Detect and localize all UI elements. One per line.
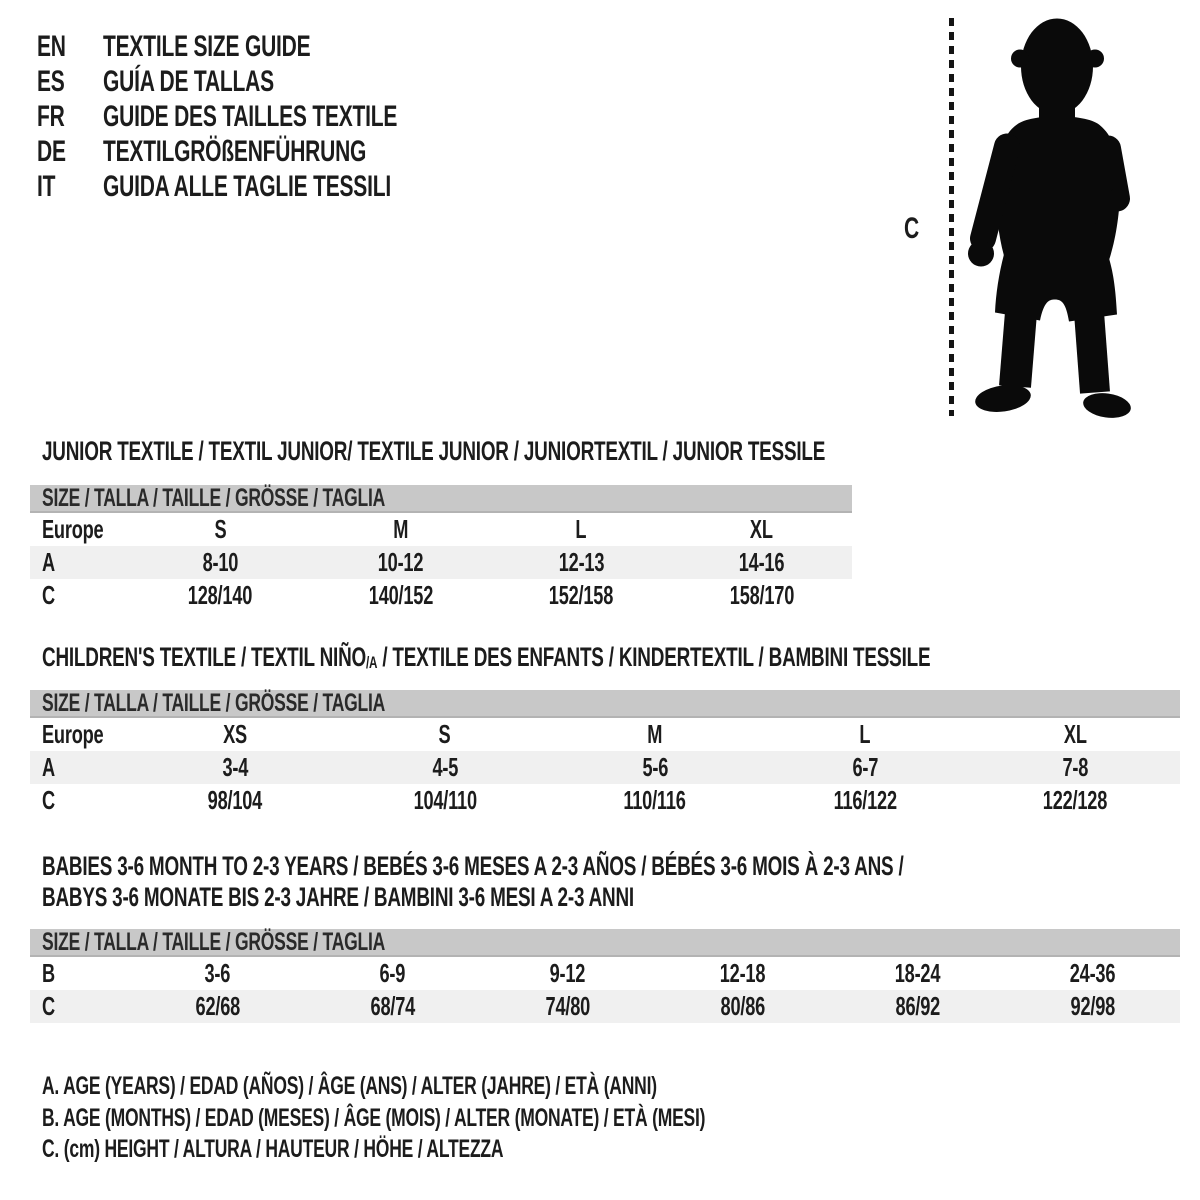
guide-title-de: TEXTILGRÖßENFÜHRUNG	[103, 135, 367, 168]
value-cell	[491, 546, 672, 579]
babies-title-line2-wrap	[42, 882, 1200, 913]
size-cell	[130, 513, 311, 546]
table-row-height-cm	[30, 784, 1180, 817]
language-code: DE	[37, 135, 66, 168]
table-row-age-months	[30, 957, 1180, 990]
size-header-text: SIZE / TALLA / TAILLE / GRÖSSE / TAGLIA	[42, 484, 386, 512]
language-code: EN	[37, 30, 66, 63]
value-cell	[655, 990, 830, 1023]
value-cell	[130, 579, 311, 612]
value-cell-text: 3-6	[204, 958, 231, 988]
value-cell	[130, 957, 305, 990]
value-cell	[550, 784, 760, 817]
row-label	[30, 751, 130, 784]
value-cell	[480, 990, 655, 1023]
row-label	[30, 579, 130, 612]
language-code: ES	[37, 65, 65, 98]
value-cell-text: 140/152	[368, 580, 433, 610]
children-title-text	[42, 642, 930, 678]
value-cell-text: 158/170	[729, 580, 794, 610]
value-cell	[830, 957, 1005, 990]
size-cell	[491, 513, 672, 546]
babies-title-line1: BABIES 3-6 MONTH TO 2-3 YEARS / BEBÉS 3-6 MESES A 2-3 AÑOS / BÉBÉS 3-6 MOIS À 2-3 ANS /	[42, 851, 904, 881]
value-cell	[1005, 990, 1180, 1023]
value-cell-text: 152/158	[549, 580, 614, 610]
size-header-bar	[30, 929, 1180, 957]
table-row-europe	[30, 718, 1180, 751]
size-cell-text: XL	[750, 514, 774, 544]
size-header-bar	[30, 485, 852, 513]
language-code: FR	[37, 100, 65, 133]
legend-line-a-text: A. AGE (YEARS) / EDAD (AÑOS) / ÂGE (ANS) / ALTER (JAHRE) / ETÀ (ANNI)	[42, 1072, 657, 1100]
children-title-sub: /A	[366, 653, 378, 672]
value-cell	[655, 957, 830, 990]
size-cell	[130, 718, 340, 751]
value-cell	[760, 751, 970, 784]
measurement-legend	[42, 1071, 990, 1166]
value-cell-text: 4-5	[432, 752, 458, 782]
value-cell-text: 12-18	[719, 958, 766, 988]
guide-title-fr: GUIDE DES TAILLES TEXTILE	[103, 100, 398, 133]
size-cell-text: S	[214, 514, 227, 544]
value-cell-text: 92/98	[1070, 991, 1115, 1021]
size-cell	[550, 718, 760, 751]
value-cell-text: 3-4	[222, 752, 248, 782]
legend-line-c	[42, 1134, 990, 1166]
value-cell	[305, 957, 480, 990]
value-cell-text: 5-6	[642, 752, 668, 782]
size-cell	[672, 513, 853, 546]
guide-title-es: GUÍA DE TALLAS	[103, 65, 274, 98]
row-label-text: C	[42, 580, 55, 610]
legend-line-b	[42, 1103, 990, 1135]
value-cell	[550, 751, 760, 784]
language-title-list	[37, 29, 523, 204]
value-cell-text: 6-7	[852, 752, 878, 782]
guide-title-it: GUIDA ALLE TAGLIE TESSILI	[103, 170, 391, 203]
row-label-text: Europe	[42, 719, 104, 749]
value-cell-text: 62/68	[195, 991, 240, 1021]
value-cell	[970, 751, 1180, 784]
size-header-bar	[30, 690, 1180, 718]
value-cell	[311, 579, 492, 612]
size-cell	[311, 513, 492, 546]
row-label-text: B	[42, 958, 55, 988]
value-cell-text: 18-24	[894, 958, 941, 988]
size-cell-text: S	[439, 719, 451, 749]
babies-title-line1-wrap	[42, 851, 1200, 882]
value-cell	[311, 546, 492, 579]
row-label	[30, 546, 130, 579]
table-row-age-years	[30, 751, 1180, 784]
value-cell-text: 68/74	[370, 991, 415, 1021]
babies-section-title	[42, 851, 1200, 913]
value-cell	[130, 784, 340, 817]
height-measure-label	[904, 212, 925, 246]
row-label	[30, 718, 130, 751]
value-cell	[830, 990, 1005, 1023]
row-label	[30, 957, 130, 990]
value-cell-text: 116/122	[833, 785, 897, 815]
children-size-table	[30, 690, 1180, 817]
language-row-es	[37, 64, 523, 99]
children-section-title	[42, 642, 1200, 678]
value-cell	[305, 990, 480, 1023]
size-header-text: SIZE / TALLA / TAILLE / GRÖSSE / TAGLIA	[42, 928, 386, 956]
legend-line-a	[42, 1071, 990, 1103]
value-cell-text: 7-8	[1062, 752, 1088, 782]
size-cell	[760, 718, 970, 751]
value-cell-text: 86/92	[895, 991, 940, 1021]
size-header-text: SIZE / TALLA / TAILLE / GRÖSSE / TAGLIA	[42, 689, 386, 717]
value-cell-text: 104/110	[413, 785, 477, 815]
value-cell-text: 12-13	[558, 547, 604, 577]
value-cell	[970, 784, 1180, 817]
toddler-silhouette-icon	[965, 14, 1135, 420]
row-label-text: Europe	[42, 514, 104, 544]
value-cell-text: 80/86	[720, 991, 765, 1021]
junior-title-text: JUNIOR TEXTILE / TEXTIL JUNIOR/ TEXTILE JUNIOR / JUNIORTEXTIL / JUNIOR TESSILE	[42, 436, 826, 466]
size-cell-text: XS	[223, 719, 247, 749]
size-cell	[340, 718, 550, 751]
value-cell-text: 110/116	[623, 785, 687, 815]
value-cell-text: 6-9	[379, 958, 406, 988]
value-cell-text: 122/128	[1042, 785, 1108, 815]
value-cell	[491, 579, 672, 612]
value-cell	[672, 579, 853, 612]
row-label	[30, 784, 130, 817]
size-cell-text: M	[647, 719, 663, 749]
table-row-height-cm	[30, 990, 1180, 1023]
value-cell-text: 9-12	[549, 958, 586, 988]
language-row-fr	[37, 99, 523, 134]
value-cell-text: 14-16	[739, 547, 785, 577]
value-cell	[480, 957, 655, 990]
value-cell	[340, 751, 550, 784]
value-cell-text: 24-36	[1069, 958, 1116, 988]
size-cell	[970, 718, 1180, 751]
junior-section-title	[42, 436, 1161, 467]
table-row-europe	[30, 513, 852, 546]
babies-title-line2: BABYS 3-6 MONATE BIS 2-3 JAHRE / BAMBINI 3-6 MESI A 2-3 ANNI	[42, 882, 634, 912]
babies-size-table	[30, 929, 1180, 1023]
value-cell-text: 10-12	[378, 547, 424, 577]
value-cell	[130, 751, 340, 784]
size-cell-text: L	[859, 719, 871, 749]
children-title-pre: CHILDREN'S TEXTILE / TEXTIL NIÑO	[42, 642, 367, 672]
row-label-text: A	[42, 752, 55, 782]
row-label-text: A	[42, 547, 55, 577]
legend-line-c-text: C. (cm) HEIGHT / ALTURA / HAUTEUR / HÖHE / ALTEZZA	[42, 1135, 504, 1163]
junior-size-table	[30, 485, 852, 612]
value-cell-text: 98/104	[207, 785, 263, 815]
size-cell-text: XL	[1063, 719, 1087, 749]
value-cell-text: 74/80	[545, 991, 590, 1021]
value-cell-text: 128/140	[188, 580, 253, 610]
children-title-post: / TEXTILE DES ENFANTS / KINDERTEXTIL / BAMBINI TESSILE	[377, 642, 931, 672]
legend-line-b-text: B. AGE (MONTHS) / EDAD (MESES) / ÂGE (MOIS) / ALTER (MONATE) / ETÀ (MESI)	[42, 1103, 706, 1132]
row-label-text: C	[42, 785, 55, 815]
value-cell	[340, 784, 550, 817]
value-cell	[760, 784, 970, 817]
measure-letter: C	[904, 212, 919, 245]
table-row-age-years	[30, 546, 852, 579]
value-cell	[1005, 957, 1180, 990]
language-row-it	[37, 169, 523, 204]
language-row-de	[37, 134, 523, 169]
value-cell	[130, 546, 311, 579]
value-cell	[130, 990, 305, 1023]
row-label	[30, 513, 130, 546]
value-cell-text: 8-10	[202, 547, 239, 577]
value-cell	[672, 546, 853, 579]
size-cell-text: M	[393, 514, 409, 544]
height-measure-dashed-line	[949, 18, 954, 416]
size-cell-text: L	[575, 514, 587, 544]
language-row-en	[37, 29, 523, 64]
guide-title-en: TEXTILE SIZE GUIDE	[103, 30, 311, 63]
row-label-text: C	[42, 991, 55, 1021]
row-label	[30, 990, 130, 1023]
language-code: IT	[37, 170, 56, 203]
table-row-height-cm	[30, 579, 852, 612]
